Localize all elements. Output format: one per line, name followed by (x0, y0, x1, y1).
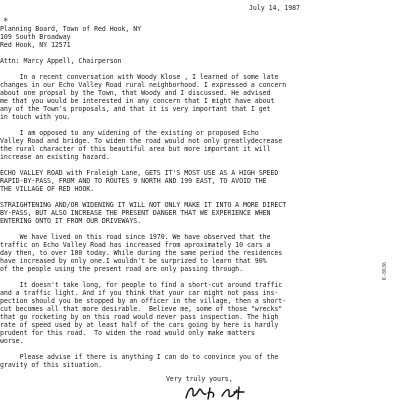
body-line: and a traffic light. And if you think that your car might not pass ins- (0, 289, 279, 297)
body-line: cut becomes all that more desirable. Believe me, some of those "wrecks" (0, 305, 283, 313)
body-line: Please advise if there is anything I can do to convince you of the (0, 353, 279, 361)
body-line: me that you would be interested in any concern that I might have about (0, 97, 275, 105)
body-line: We have lived on this road since 1970. We have observed that the (0, 233, 271, 241)
body-line: about one propsal by the Town, that Woody and I discussed. He advised (0, 89, 271, 97)
body-line: in touch with you. (0, 113, 71, 121)
body-line: Valley Road and bridge. To widen the road would not only greatlydecrease (0, 137, 283, 145)
body-line: changes in our Echo Valley Road rural neighborhood. I expressed a concern (0, 81, 287, 89)
body-line: that go rocketing by on this road would never pass inspection. The high (0, 313, 279, 321)
body-line: ENTERING ONTO IT FROM OUR DRIVEWAYS. (0, 217, 142, 225)
body-line: I am opposed to any widening of the existing or proposed Echo (0, 129, 259, 137)
margin-mark: * (3, 17, 9, 27)
body-line: RAPID-BY-PASS, FROM AND TO ROUTES 9 NORTH AND 199 EAST, TO AVOID THE (0, 177, 267, 185)
body-line: rate of speed used by at least half of the cars going by here is hardly (0, 321, 279, 329)
body-line: STRAIGHTENING AND/OR WIDENING IT WILL NOT ONLY MAKE IT INTO A MORE DIRECT (0, 201, 287, 209)
letter-date: July 14, 1987 (249, 4, 300, 12)
address-line-2: 109 South Broadway (0, 33, 71, 41)
body-line: pection should you be stopped by an officer in the village, then a short- (0, 297, 287, 305)
body-line: of the people using the present road are only passing through. (0, 265, 244, 273)
body-line: In a recent conversation with Woody Klose , I learned of some late (0, 73, 279, 81)
body-line: worse. (0, 337, 24, 345)
address-line-3: Red Hook, NY 12571 (0, 41, 71, 49)
body-line: THE VILLAGE OF RED HOOK. (0, 185, 95, 193)
body-line: prudent for this road. To widen the road would only make matters (0, 329, 255, 337)
closing-line: Very truly yours, (166, 375, 233, 383)
body-line: BY-PASS, BUT ALSO INCREASE THE PRESENT DANGER THAT WE EXPERIENCE WHEN (0, 209, 271, 217)
body-line: the rural character of this beautiful area but more important it will (0, 145, 271, 153)
body-line: traffic on Echo Valley Road has increased from aproximately 10 cars a (0, 241, 271, 249)
body-line: any of the Town's proposals, and that it is very important that I get (0, 105, 271, 113)
address-line-1: Planning Board, Town of Red Hook, NY (0, 25, 142, 33)
handwritten-signature (184, 384, 254, 400)
body-line: day then, to over 100 today. While during the same period the residences (0, 249, 283, 257)
body-line: increase an existing hazard. (0, 153, 110, 161)
body-line: gravity of this situation. (0, 361, 102, 369)
margin-note: K-8636 (382, 262, 388, 281)
body-line: ECHO VALLEY ROAD with Fraleigh Lane, GETS IT'S MOST USE AS A HIGH SPEED (0, 169, 279, 177)
body-line: It doesn't take long, for people to find a short-cut around traffic (0, 281, 283, 289)
body-line: have increased by only one.I wouldn't be surprized to learn that 90% (0, 257, 267, 265)
attention-line: Attn: Marcy Appell, Chairperson (0, 57, 122, 65)
